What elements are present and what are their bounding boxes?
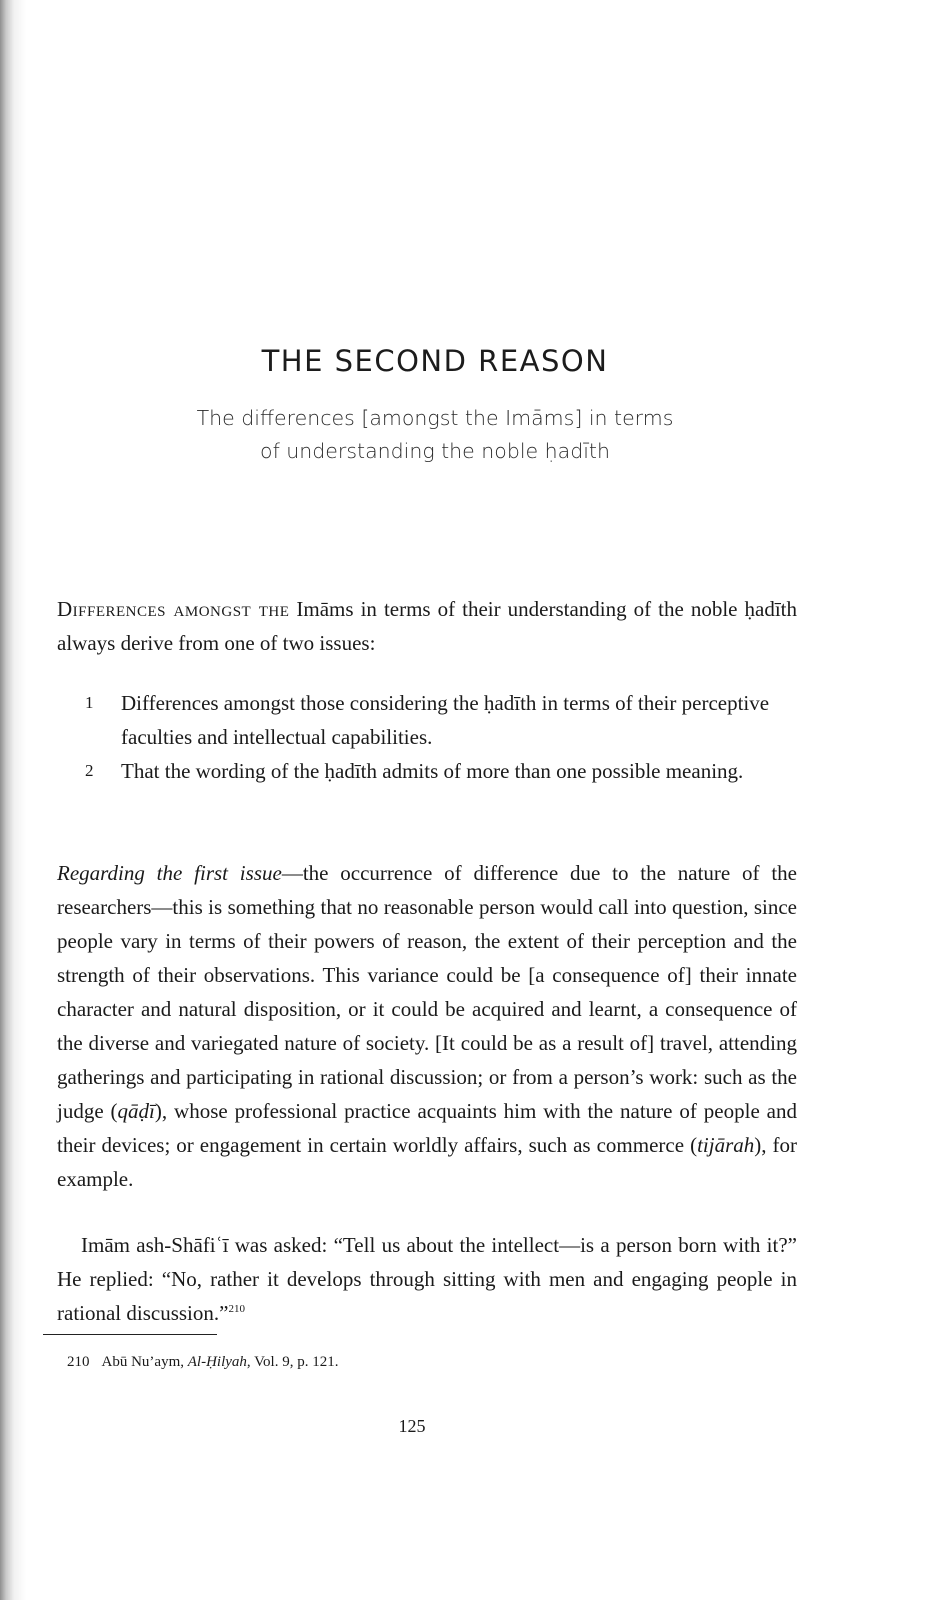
list-item-number: 1 bbox=[85, 693, 94, 712]
list-item bbox=[85, 754, 775, 788]
shafii-quote-text: Imām ash-Shāfiʿī was asked: “Tell us about the intellect—is a person born with it?” He replied: “No, rather it develops through sitting with men and engaging people in rational discussion.” bbox=[57, 1233, 797, 1325]
subtitle-line-2: of understanding the noble ḥadīth bbox=[260, 439, 610, 463]
first-issue-text-c: ), for example. bbox=[57, 1133, 797, 1191]
list-item bbox=[85, 686, 775, 754]
footnote-reference[interactable]: 210 bbox=[228, 1303, 245, 1315]
intro-lead-smallcaps: Differences amongst the bbox=[57, 597, 290, 621]
first-issue-paragraph bbox=[57, 856, 797, 1196]
term-tijarah: tijārah bbox=[697, 1133, 755, 1157]
footnote-title: Al-Ḥilyah bbox=[187, 1354, 247, 1370]
term-qadi: qāḍī bbox=[117, 1099, 155, 1123]
footnote-text-b: , Vol. 9, p. 121. bbox=[246, 1354, 339, 1370]
first-issue-text-b: ), whose professional practice acquaints him with the nature of people and their devices; or engagement in certain worldly affairs, such as commerce ( bbox=[57, 1099, 797, 1157]
shafii-paragraph bbox=[57, 1228, 797, 1330]
chapter-title: THE SECOND REASON bbox=[261, 344, 609, 378]
issues-list bbox=[85, 686, 775, 788]
intro-paragraph bbox=[57, 592, 797, 660]
list-item-number: 2 bbox=[85, 761, 94, 780]
list-item-text: That the wording of the ḥadīth admits of more than one possible meaning. bbox=[121, 759, 744, 783]
list-item-text: Differences amongst those considering the ḥadīth in terms of their perceptive faculties and intellectual capabilities. bbox=[121, 691, 770, 749]
page-number: 125 bbox=[398, 1416, 426, 1436]
footnote-divider bbox=[43, 1334, 217, 1335]
footnote-number: 210 bbox=[67, 1354, 90, 1370]
subtitle-line-1: The differences [amongst the Imāms] in terms bbox=[196, 406, 674, 430]
first-issue-lead: Regarding the first issue bbox=[57, 861, 282, 885]
intro-text: Imāms in terms of their understanding of the noble ḥadīth always derive from one of two issues: bbox=[57, 597, 797, 655]
footnote-text-a: Abū Nu’aym, bbox=[101, 1354, 188, 1370]
footnote bbox=[67, 1351, 338, 1373]
chapter-subtitle bbox=[0, 402, 870, 468]
first-issue-text-a: —the occurrence of difference due to the nature of the researchers—this is something that no reasonable person would call into question, since people vary in terms of their powers of reason, the extent of their perception and the strength of their observations. This variance could be [a consequence of] their innate character and natural disposition, or it could be acquired and learnt, a consequence of the diverse and variegated nature of society. [It could be as a result of] travel, attending gatherings and participating in rational discussion; or from a person’s work: such as the judge ( bbox=[57, 861, 797, 1123]
